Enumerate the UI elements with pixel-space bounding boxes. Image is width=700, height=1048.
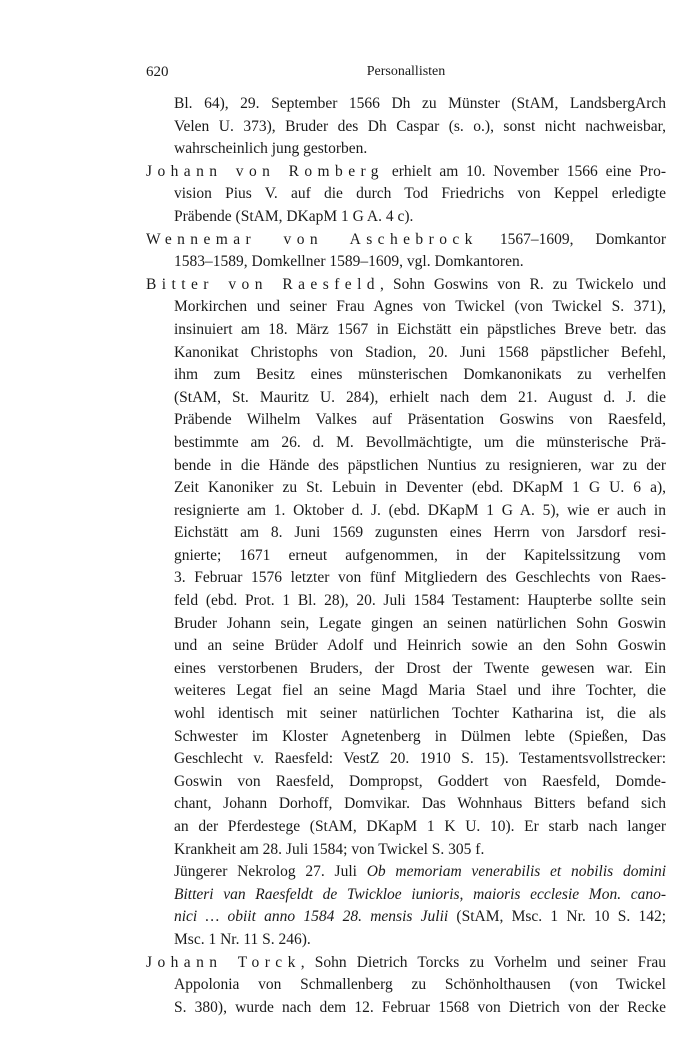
text-line: Msc. 1 Nr. 11 S. 246). (174, 930, 311, 948)
text-line: Präbende Wilhelm Valkes auf Präsentation Goswins von Raesfeld, (174, 411, 666, 429)
text-line: Velen U. 373), Bruder des Dh Caspar (s. o.), sonst nicht nachweisbar, (174, 117, 666, 135)
text-line: und an seine Brüder Adolf und Heinrich sowie an den Sohn Goswin (174, 637, 666, 655)
person-name: Bitter von Raesfeld (146, 275, 380, 293)
necrology-line (146, 861, 666, 884)
latin-quote: nici … obiit anno 1584 28. mensis Julii (174, 908, 449, 926)
text-line: bende in die Hände des päpstlichen Nuntius zu resignieren, war zu der (174, 456, 666, 474)
text-line: wohl identisch mit seiner natürlichen Tochter Katharina ist, die als (174, 705, 666, 723)
text-segment: erhielt am 10. November 1566 eine Pro- (383, 162, 666, 180)
text-line: Goswin von Raesfeld, Dompropst, Goddert von Raesfeld, Domde- (174, 772, 666, 790)
text-line: Morkirchen und seiner Frau Agnes von Twickel (von Twickel S. 371), (174, 298, 666, 316)
text-line: ihm zum Besitz eines münsterischen Domkanonikats zu verhelfen (174, 366, 666, 384)
text-segment: Jüngerer Nekrolog 27. Juli (174, 863, 367, 881)
text-line: eines verstorbenen Bruders, der Drost der Twente gewesen war. Ein (174, 659, 666, 677)
text-line: Krankheit am 28. Juli 1584; von Twickel S. 305 f. (174, 840, 485, 858)
latin-quote: Ob memoriam venerabilis et nobilis domini (366, 863, 666, 881)
text-line: Eichstätt am 8. Juni 1569 zugunsten eines Herrn von Jarsdorf resi- (174, 524, 666, 542)
text-line: wahrscheinlich jung gestorben. (174, 140, 368, 158)
text-segment: , Sohn Dietrich Torcks zu Vorhelm und seiner Frau (300, 953, 666, 971)
text-line: Bruder Johann sein, Legate gingen an seinen natürlichen Sohn Goswin (174, 614, 666, 632)
text-line: chant, Johann Dorhoff, Domvikar. Das Wohnhaus Bitters befand sich (174, 795, 666, 813)
entry-first-line (146, 161, 666, 184)
latin-quote: Bitteri van Raesfeldt de Twickloe iunioris, maioris ecclesie Mon. cano- (174, 885, 666, 903)
text-line: an der Pferdestege (StAM, DKapM 1 K U. 10). Er starb nach langer (174, 818, 666, 835)
text-line: Kanonikat Christophs von Stadion, 20. Juni 1568 päpstlicher Befehl, (174, 343, 666, 361)
text-line: Appolonia von Schmallenberg zu Schönholthausen (von Twickel (174, 976, 666, 994)
text-line: resignierte am 1. Oktober d. J. (ebd. DKapM 1 G A. 5), wie er auch in (174, 501, 666, 519)
text-segment: (StAM, Msc. 1 Nr. 10 S. 142; (448, 908, 666, 926)
text-line: 3. Februar 1576 letzter von fünf Mitgliedern des Geschlechts von Raes- (174, 569, 666, 587)
person-name: Wennemar von Aschebrock (146, 230, 478, 248)
person-name: Johann Torck (146, 953, 301, 971)
text-line: S. 380), wurde nach dem 12. Februar 1568 von Dietrich von der Recke (174, 998, 666, 1016)
text-line: weiteres Legat fiel an seine Magd Maria Stael und ihre Tochter, die (174, 682, 666, 700)
text-line: Geschlecht v. Raesfeld: VestZ 20. 1910 S. 15). Testamentsvollstrecker: (174, 750, 666, 768)
text-segment: 1567–1609, Domkantor (477, 230, 666, 248)
text-line: Schwester im Kloster Agnetenberg in Dülmen lebte (Spießen, Das (174, 727, 666, 745)
entry-johann-von-romberg (146, 161, 666, 229)
text-line: (StAM, St. Mauritz U. 284), erhielt nach dem 21. August d. J. die (174, 388, 666, 406)
text-line: Bl. 64), 29. September 1566 Dh zu Münster (StAM, LandsbergArch (174, 95, 666, 112)
entry-first-line (146, 274, 666, 297)
page-body (146, 93, 666, 1019)
running-head: Personallisten (366, 64, 446, 79)
person-name: Johann von Romberg (146, 162, 384, 180)
necrology-line (146, 906, 666, 929)
entry-continuation (146, 93, 666, 161)
text-line: bestimmte am 26. d. M. Bevollmächtigte, um die münsterische Prä- (174, 433, 666, 451)
text-line: Präbende (StAM, DKapM 1 G A. 4 c). (174, 207, 414, 225)
text-line: 1583–1589, Domkellner 1589–1609, vgl. Domkantoren. (174, 253, 524, 271)
entry-wennemar-von-aschebrock (146, 229, 666, 274)
entry-first-line (146, 952, 666, 975)
text-line: vision Pius V. auf die durch Tod Friedrichs von Keppel erledigte (174, 185, 666, 203)
page-header (146, 64, 666, 84)
text-line: gnierte; 1671 erneut aufgenommen, in der Kapitelssitzung vom (174, 546, 666, 564)
entry-first-line (146, 229, 666, 252)
text-line: feld (ebd. Prot. 1 Bl. 28), 20. Juli 1584 Testament: Haupterbe sollte sein (174, 592, 666, 610)
page-number: 620 (146, 64, 169, 80)
text-line: Zeit Kanoniker zu St. Lebuin in Deventer (ebd. DKapM 1 G U. 6 a), (174, 479, 666, 497)
text-segment: , Sohn Goswins von R. zu Twickelo und (380, 275, 666, 293)
entry-johann-torck (146, 952, 666, 1020)
text-line: insinuiert am 18. März 1567 in Eichstätt ein päpstliches Breve betr. das (174, 320, 666, 338)
entry-bitter-von-raesfeld (146, 274, 666, 952)
